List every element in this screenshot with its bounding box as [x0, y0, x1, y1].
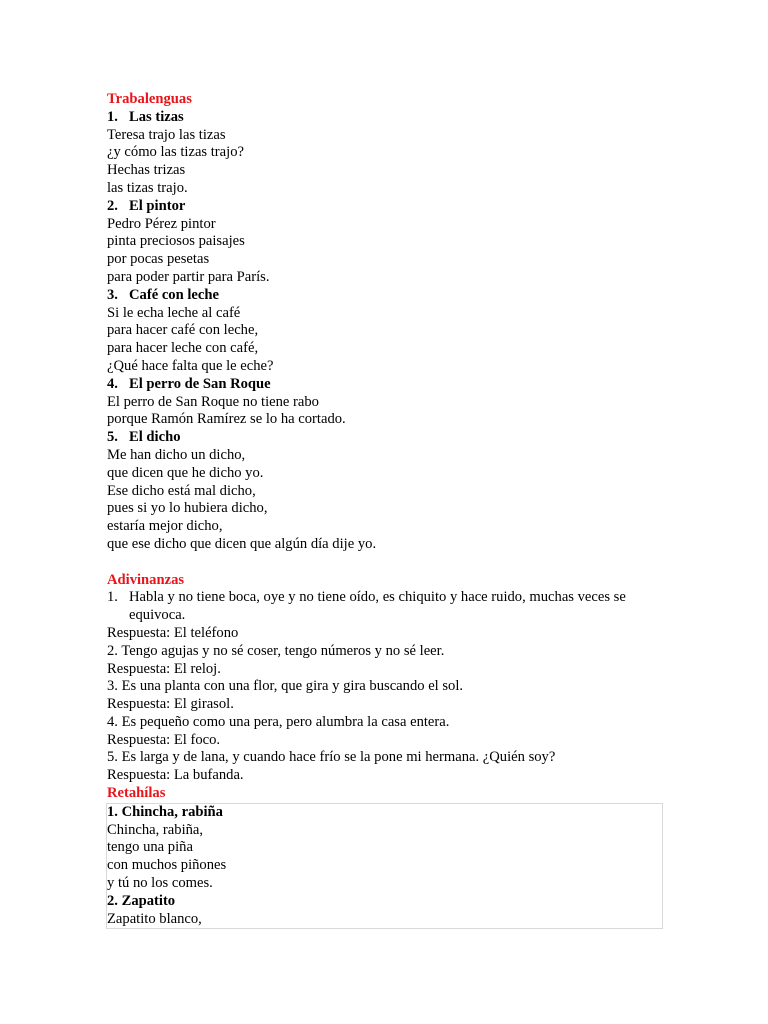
- retahilas-table: [106, 803, 663, 930]
- tongue-twister-title: [107, 287, 667, 305]
- verse-line: El perro de San Roque no tiene rabo: [107, 393, 319, 410]
- verse-line: Zapatito blanco,: [107, 910, 202, 927]
- item-title: Las tizas: [129, 108, 184, 125]
- verse-line: que dicen que he dicho yo.: [107, 464, 264, 481]
- verse-line: porque Ramón Ramírez se lo ha cortado.: [107, 411, 346, 428]
- heading-retahilas: Retahílas: [107, 785, 166, 802]
- verse-line: pues si yo lo hubiera dicho,: [107, 500, 268, 517]
- item-number: 3.: [107, 286, 118, 303]
- riddle-line: Respuesta: El foco.: [107, 731, 221, 748]
- item-title: El dicho: [129, 429, 181, 446]
- riddle-line: Respuesta: La bufanda.: [107, 767, 244, 784]
- riddle-line: Respuesta: El reloj.: [107, 660, 221, 677]
- verse-line: Ese dicho está mal dicho,: [107, 482, 256, 499]
- verse-line: y tú no los comes.: [107, 875, 213, 892]
- tongue-twister-title: [107, 109, 667, 127]
- verse-line: para hacer café con leche,: [107, 322, 259, 339]
- item-title: El pintor: [129, 197, 186, 214]
- verse-line: pinta preciosos paisajes: [107, 233, 245, 250]
- tongue-twister-title: [107, 376, 667, 394]
- blank-line: [107, 554, 667, 572]
- verse-line: las tizas trajo.: [107, 179, 188, 196]
- heading-adivinanzas: Adivinanzas: [107, 571, 185, 588]
- document-page: [107, 91, 667, 929]
- riddle-item: [107, 589, 667, 625]
- verse-line: para poder partir para París.: [107, 268, 270, 285]
- item-number: 1.: [107, 589, 118, 606]
- riddle-line: 5. Es larga y de lana, y cuando hace frío se la pone mi hermana. ¿Quién soy?: [107, 749, 556, 766]
- tongue-twister-title: [107, 198, 667, 216]
- verse-line: Si le echa leche al café: [107, 304, 241, 321]
- item-number: 4.: [107, 375, 118, 392]
- item-number: 2.: [107, 197, 118, 214]
- riddle-line: 2. Tengo agujas y no sé coser, tengo números y no sé leer.: [107, 642, 445, 659]
- riddle-line: 4. Es pequeño como una pera, pero alumbra la casa entera.: [107, 713, 450, 730]
- tongue-twister-title: [107, 429, 667, 447]
- verse-line: Teresa trajo las tizas: [107, 126, 226, 143]
- verse-line: ¿Qué hace falta que le eche?: [107, 357, 274, 374]
- riddle-line: Respuesta: El teléfono: [107, 624, 239, 641]
- item-title: Café con leche: [129, 286, 219, 303]
- verse-line: para hacer leche con café,: [107, 340, 259, 357]
- riddle-line: Respuesta: El girasol.: [107, 696, 234, 713]
- verse-line: tengo una piña: [107, 839, 193, 856]
- riddle-line: 3. Es una planta con una flor, que gira y gira buscando el sol.: [107, 678, 464, 695]
- verse-line: estaría mejor dicho,: [107, 518, 223, 535]
- riddle-text: Habla y no tiene boca, oye y no tiene oído, es chiquito y hace ruido, muchas veces se equivoca.: [129, 589, 626, 624]
- rhyme-title: 2. Zapatito: [107, 892, 176, 909]
- verse-line: con muchos piñones: [107, 857, 227, 874]
- heading-trabalenguas: Trabalenguas: [107, 91, 192, 107]
- verse-line: por pocas pesetas: [107, 251, 210, 268]
- rhyme-title: 1. Chincha, rabiña: [107, 803, 223, 820]
- item-title: El perro de San Roque: [129, 375, 271, 392]
- verse-line: Pedro Pérez pintor: [107, 215, 216, 232]
- item-number: 1.: [107, 108, 118, 125]
- verse-line: Chincha, rabiña,: [107, 821, 204, 838]
- verse-line: que ese dicho que dicen que algún día dije yo.: [107, 535, 377, 552]
- verse-line: Hechas trizas: [107, 162, 186, 179]
- verse-line: Me han dicho un dicho,: [107, 446, 246, 463]
- verse-line: ¿y cómo las tizas trajo?: [107, 144, 244, 161]
- item-number: 5.: [107, 429, 118, 446]
